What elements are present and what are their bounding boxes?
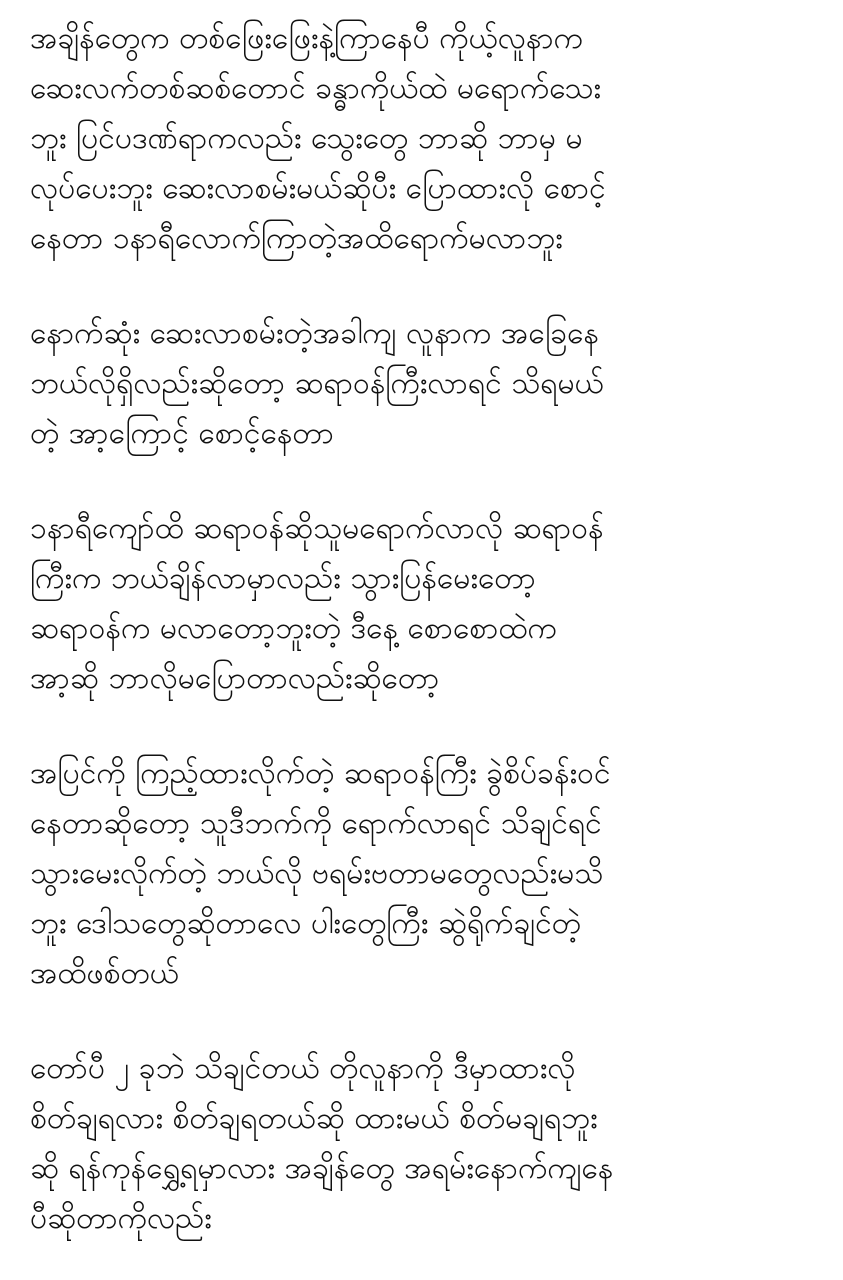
paragraph xyxy=(30,749,819,999)
text-line: ကြီးက ဘယ်ချိန်လာမှာလည်း သွားပြန်မေးတော့ xyxy=(30,561,536,596)
text-line: ဆေးလက်တစ်ဆစ်တောင် ခန္ဓာကိုယ်ထဲ မရောက်သေး xyxy=(30,71,601,106)
text-line: သွားမေးလိုက်တဲ့ ဘယ်လို ဗရမ်းဗတာမတွေလည်းမသိ xyxy=(30,856,604,891)
text-line: ဘူး ပြင်ပဒဏ်ရာကလည်း သွေးတွေ ဘာဆို ဘာမှ မ xyxy=(30,121,583,156)
text-line: တဲ့ အာ့ကြောင့် စောင့်နေတာ xyxy=(30,416,334,451)
text-line: ပီဆိုတာကိုလည်း xyxy=(30,1201,212,1236)
text-line: နောက်ဆုံး ဆေးလာစမ်းတဲ့အခါကျ လူနာက အခြေနေ xyxy=(30,316,599,351)
paragraph xyxy=(30,14,819,264)
text-line: အပြင်ကို ကြည့်ထားလိုက်တဲ့ ဆရာဝန်ကြီး ခွဲစိပ်ခန်းဝင် xyxy=(30,756,611,791)
text-line: အာ့ဆို ဘာလိုမပြောတာလည်းဆိုတော့ xyxy=(30,661,440,696)
paragraph xyxy=(30,1044,819,1244)
text-line: ဆို ရန်ကုန်ရွှေ့ရမှာလား အချိန်တွေ အရမ်းနောက်ကျနေ xyxy=(30,1151,614,1186)
text-line: တော်ပီ ၂ ခုဘဲ သိချင်တယ် တိုလူနာကို ဒီမှာထားလို xyxy=(30,1051,576,1086)
paragraph xyxy=(30,309,819,459)
text-line: အချိန်တွေက တစ်ဖြေးဖြေးနဲ့ကြာနေပီ ကိုယ့်လူနာက xyxy=(30,21,584,56)
paragraph xyxy=(30,504,819,704)
text-line: ဘူး ဒေါသတွေဆိုတာလေ ပါးတွေကြီး ဆွဲရိုက်ချင်တဲ့ xyxy=(30,906,582,941)
text-line: ဆရာဝန်က မလာတော့ဘူးတဲ့ ဒီနေ့ စောစောထဲက xyxy=(30,611,557,646)
text-line: အထိဖစ်တယ် xyxy=(30,956,179,991)
text-line: စိတ်ချရလား စိတ်ချရတယ်ဆို ထားမယ် စိတ်မချရဘူး xyxy=(30,1101,598,1136)
text-line: နေတာဆိုတော့ သူဒီဘက်ကို ရောက်လာရင် သိချင်ရင် xyxy=(30,806,602,841)
text-line: နေတာ ၁နာရီလောက်ကြာတဲ့အထိရောက်မလာဘူး xyxy=(30,221,563,256)
text-line: လုပ်ပေးဘူး ဆေးလာစမ်းမယ်ဆိုပီး ပြောထားလို စောင့် xyxy=(30,171,606,206)
text-line: ဘယ်လိုရှိလည်းဆိုတော့ ဆရာဝန်ကြီးလာရင် သိရမယ် xyxy=(30,366,604,401)
text-line: ၁နာရီကျော်ထိ ဆရာဝန်ဆိုသူမရောက်လာလို ဆရာဝန် xyxy=(30,511,604,546)
